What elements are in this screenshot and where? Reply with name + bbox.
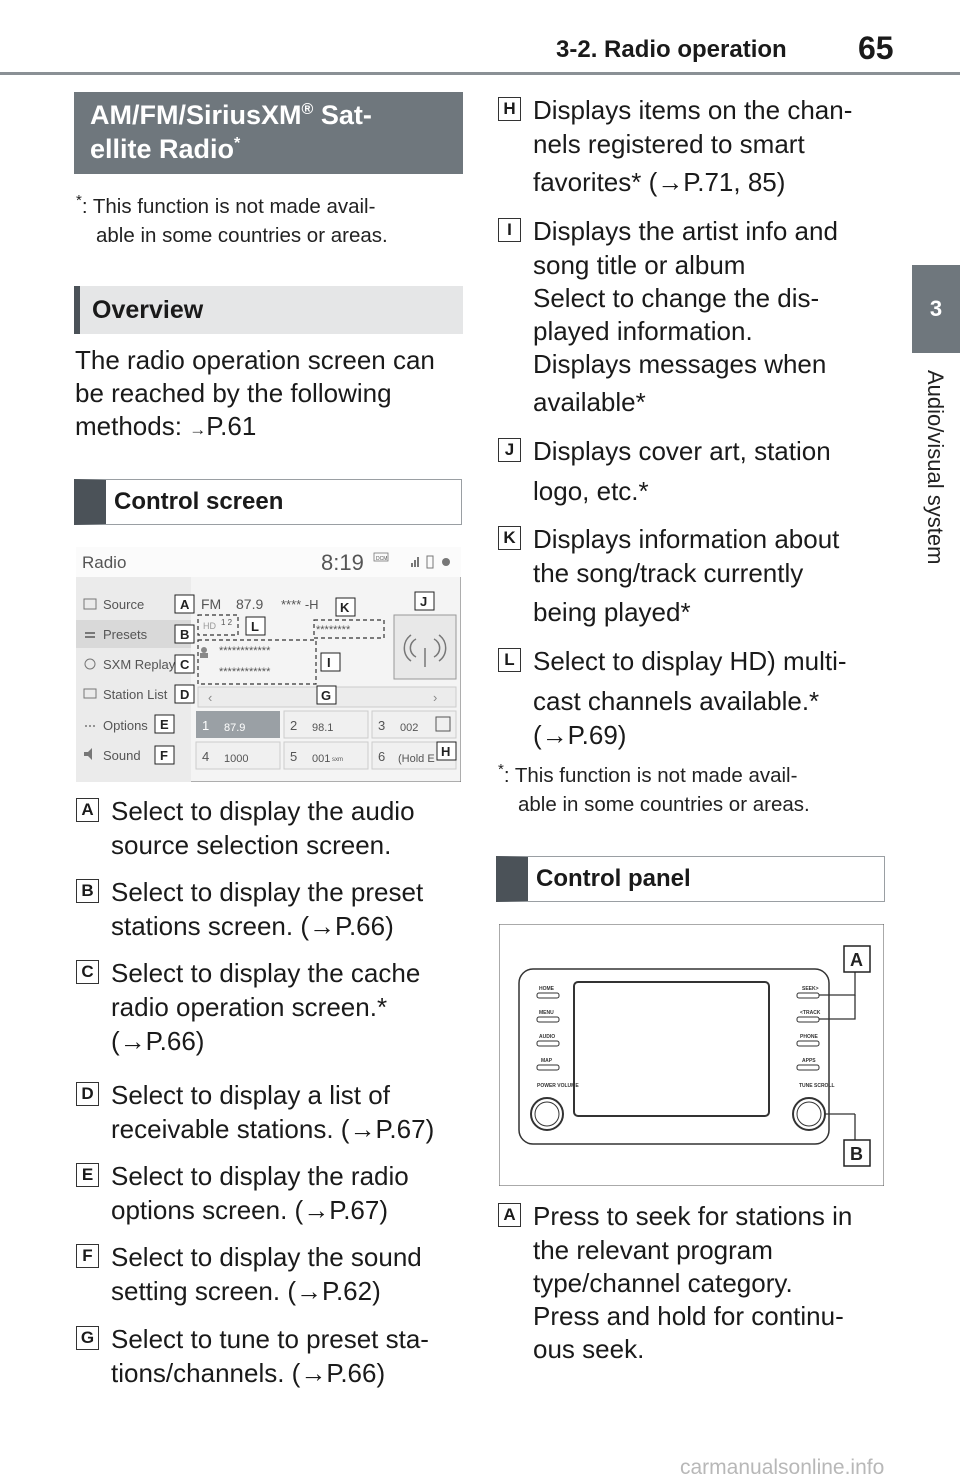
item-line: source selection screen.	[111, 830, 392, 860]
item-line: Displays the artist info and	[533, 216, 838, 246]
menu-options[interactable]: Options	[103, 718, 148, 733]
preset-3-num: 3	[378, 718, 386, 733]
label-d: D	[76, 1082, 99, 1106]
item-line: the relevant program	[533, 1235, 773, 1265]
multicast-channels[interactable]: 1 2	[221, 618, 233, 627]
item-line: Displays messages when	[533, 349, 827, 379]
label-e: E	[76, 1163, 99, 1187]
preset-5[interactable]: 001	[312, 753, 331, 765]
item-line: Displays cover art, station	[533, 436, 831, 466]
preset-2[interactable]: 98.1	[312, 722, 334, 734]
preset-3[interactable]: 002	[400, 722, 419, 734]
item-line: tions/channels. (→P.66)	[111, 1358, 386, 1388]
label-k: K	[498, 526, 521, 550]
callout-h	[437, 742, 456, 760]
footnote-line: able in some countries or areas.	[96, 224, 388, 247]
item-line: Select to display the cache	[111, 958, 421, 988]
preset-4[interactable]: 1000	[224, 753, 249, 765]
overview-line: methods:	[75, 411, 182, 441]
section-banner	[74, 92, 463, 174]
item-line: Select to display the audio	[111, 796, 415, 826]
svg-text:A: A	[850, 950, 863, 970]
footnote-line: : This function is not made avail-	[503, 764, 798, 787]
item-line: (→P.69)	[533, 720, 627, 750]
preset-1[interactable]: 87.9	[224, 722, 246, 734]
control-screen-heading: Control screen	[74, 479, 462, 525]
label-j: J	[498, 438, 521, 462]
menu-station-list[interactable]: Station List	[103, 687, 168, 702]
item-line: setting screen. (→P.62)	[111, 1276, 381, 1306]
item-b	[76, 875, 456, 943]
label-c: C	[76, 960, 99, 984]
next-page-icon[interactable]: ›	[433, 690, 438, 705]
preset-6[interactable]: (Hold E	[398, 753, 435, 765]
power-volume-knob[interactable]	[531, 1098, 563, 1130]
svg-text:B: B	[850, 1144, 863, 1164]
page-ref: P.61	[206, 411, 257, 441]
callout-d	[175, 685, 194, 703]
callout-i	[321, 653, 340, 671]
preset-2-num: 2	[290, 718, 298, 733]
song-info[interactable]: ************	[219, 666, 271, 678]
footnote-line: : This function is not made avail-	[81, 195, 376, 218]
item-line: nels registered to smart	[533, 129, 805, 159]
chapter-tab: 3	[912, 265, 960, 353]
tune-scroll-label: TUNE SCROLL	[799, 1083, 835, 1089]
callout-c	[175, 655, 194, 673]
label-l: L	[498, 648, 521, 672]
callout-panel-a	[844, 946, 870, 972]
frequency: 87.9	[236, 596, 264, 612]
call-sign: **** -H	[281, 597, 319, 612]
banner-reg: ®	[301, 101, 314, 118]
control-panel-illustration	[499, 924, 884, 1186]
preset-6-num: 6	[378, 749, 386, 764]
item-line: Displays information about	[533, 524, 840, 554]
item-line: Press and hold for continu-	[533, 1301, 844, 1331]
item-j	[498, 434, 898, 508]
control-panel-heading: Control panel	[496, 856, 885, 902]
callout-f	[155, 746, 174, 764]
item-line: Select to display the sound	[111, 1242, 422, 1272]
item-line: available*	[533, 387, 646, 417]
item-line: Select to display the preset	[111, 877, 424, 907]
apps-label: APPS	[802, 1058, 816, 1064]
menu-sound[interactable]: Sound	[103, 748, 141, 763]
item-line: Displays items on the chan-	[533, 95, 853, 125]
phone-label: PHONE	[800, 1034, 818, 1040]
page-number: 65	[858, 30, 894, 66]
audio-label: AUDIO	[539, 1034, 556, 1040]
arrow-icon: →	[189, 420, 207, 439]
home-label: HOME	[539, 986, 554, 992]
item-line: (→P.66)	[111, 1026, 205, 1056]
callout-j	[415, 592, 434, 610]
hd-badge: HD	[203, 621, 216, 631]
watermark: carmanualsonline.info	[680, 1456, 885, 1479]
item-line: being played*	[533, 597, 691, 627]
callout-g	[317, 686, 336, 704]
artist-info[interactable]: ************	[219, 645, 271, 657]
label-i: I	[498, 218, 521, 242]
preset-5-num: 5	[290, 749, 298, 764]
item-line: Select to display a list of	[111, 1080, 390, 1110]
preset-1-num: 1	[202, 718, 210, 733]
callout-e	[155, 715, 174, 733]
item-k	[498, 522, 898, 629]
sxm-logo: sxm	[332, 757, 343, 763]
label-a: A	[76, 798, 99, 822]
footnote-line: able in some countries or areas.	[518, 793, 810, 816]
band: FM	[201, 596, 222, 612]
item-line: options screen. (→P.67)	[111, 1195, 388, 1225]
svg-text:J: J	[420, 594, 428, 609]
item-g	[76, 1322, 456, 1390]
item-line: stations screen. (→P.66)	[111, 911, 394, 941]
callout-a	[175, 595, 194, 613]
item-line: cast channels available.*	[533, 686, 820, 716]
overview-line: be reached by the following	[75, 378, 392, 408]
svg-text:D: D	[180, 687, 190, 702]
overview-heading: Overview	[74, 286, 463, 334]
item-line: the song/track currently	[533, 558, 804, 588]
overview-text	[75, 344, 465, 446]
svg-text:I: I	[327, 655, 331, 670]
item-e	[76, 1159, 456, 1227]
radio-screen-illustration	[76, 547, 461, 782]
power-volume-label: POWER VOLUME	[537, 1083, 579, 1089]
item-line: Select to tune to preset sta-	[111, 1324, 429, 1354]
item-line: Select to display the radio	[111, 1161, 409, 1191]
dcm-badge: DCM	[376, 556, 388, 562]
item-i	[498, 214, 898, 419]
item-h	[498, 93, 898, 199]
smart-favorites[interactable]: ********	[316, 624, 351, 636]
banner-text-1: AM/FM/SiriusXM	[90, 100, 302, 130]
svg-text:F: F	[160, 748, 168, 763]
svg-text:C: C	[180, 657, 190, 672]
item-line: song title or album	[533, 250, 746, 280]
panel-item-a	[498, 1199, 898, 1366]
svg-text:E: E	[160, 717, 169, 732]
svg-text:H: H	[441, 744, 451, 759]
svg-text:K: K	[340, 600, 350, 615]
map-label: MAP	[541, 1058, 553, 1064]
item-line: Select to display HD) multi-	[533, 646, 847, 676]
item-line: played information.	[533, 316, 753, 346]
label-panel-a: A	[498, 1203, 521, 1227]
track-label: <TRACK	[800, 1010, 821, 1016]
callout-k	[336, 598, 355, 616]
callout-panel-b	[844, 1140, 870, 1166]
item-a	[76, 794, 456, 862]
item-line: type/channel category.	[533, 1268, 793, 1298]
overview-line: The radio operation screen can	[75, 345, 435, 375]
svg-text:G: G	[321, 688, 332, 703]
item-line: Select to change the dis-	[533, 283, 820, 313]
item-c	[76, 956, 456, 1058]
item-line: logo, etc.*	[533, 476, 649, 506]
footnote-top	[76, 192, 456, 250]
menu-source[interactable]: Source	[103, 597, 145, 612]
footnote-star: *	[498, 761, 504, 779]
callout-l	[246, 617, 265, 635]
menu-sxm-replay[interactable]: SXM Replay	[103, 657, 176, 672]
label-h: H	[498, 97, 521, 121]
item-line: favorites* (→P.71, 85)	[533, 167, 786, 197]
svg-text:A: A	[180, 597, 190, 612]
footnote-star: *	[76, 192, 82, 210]
seek-label: SEEK>	[802, 986, 819, 992]
menu-label: MENU	[539, 1010, 554, 1016]
item-line: Press to seek for stations in	[533, 1201, 853, 1231]
chapter-label: Audio/visual system	[923, 370, 948, 565]
callout-b	[175, 625, 194, 643]
item-l	[498, 644, 898, 752]
item-line: radio operation screen.*	[111, 992, 388, 1022]
preset-4-num: 4	[202, 749, 210, 764]
section-title: 3-2. Radio operation	[556, 36, 787, 63]
header-divider	[0, 72, 960, 75]
svg-text:L: L	[251, 619, 259, 634]
prev-page-icon[interactable]: ‹	[208, 690, 213, 705]
label-b: B	[76, 879, 99, 903]
label-g: G	[76, 1326, 99, 1350]
label-f: F	[76, 1244, 99, 1268]
item-line: receivable stations. (→P.67)	[111, 1114, 435, 1144]
svg-text:B: B	[180, 627, 190, 642]
screen-time: 8:19	[321, 550, 364, 575]
screen-title: Radio	[82, 553, 127, 572]
menu-presets[interactable]: Presets	[103, 627, 148, 642]
item-f	[76, 1240, 456, 1308]
banner-text-2: ellite Radio	[90, 134, 235, 164]
banner-text-1b: Sat-	[313, 100, 372, 130]
banner-star: *	[234, 135, 241, 152]
item-d	[76, 1078, 456, 1146]
footnote-right	[498, 761, 898, 819]
tune-scroll-knob[interactable]	[793, 1098, 825, 1130]
item-line: ous seek.	[533, 1334, 645, 1364]
